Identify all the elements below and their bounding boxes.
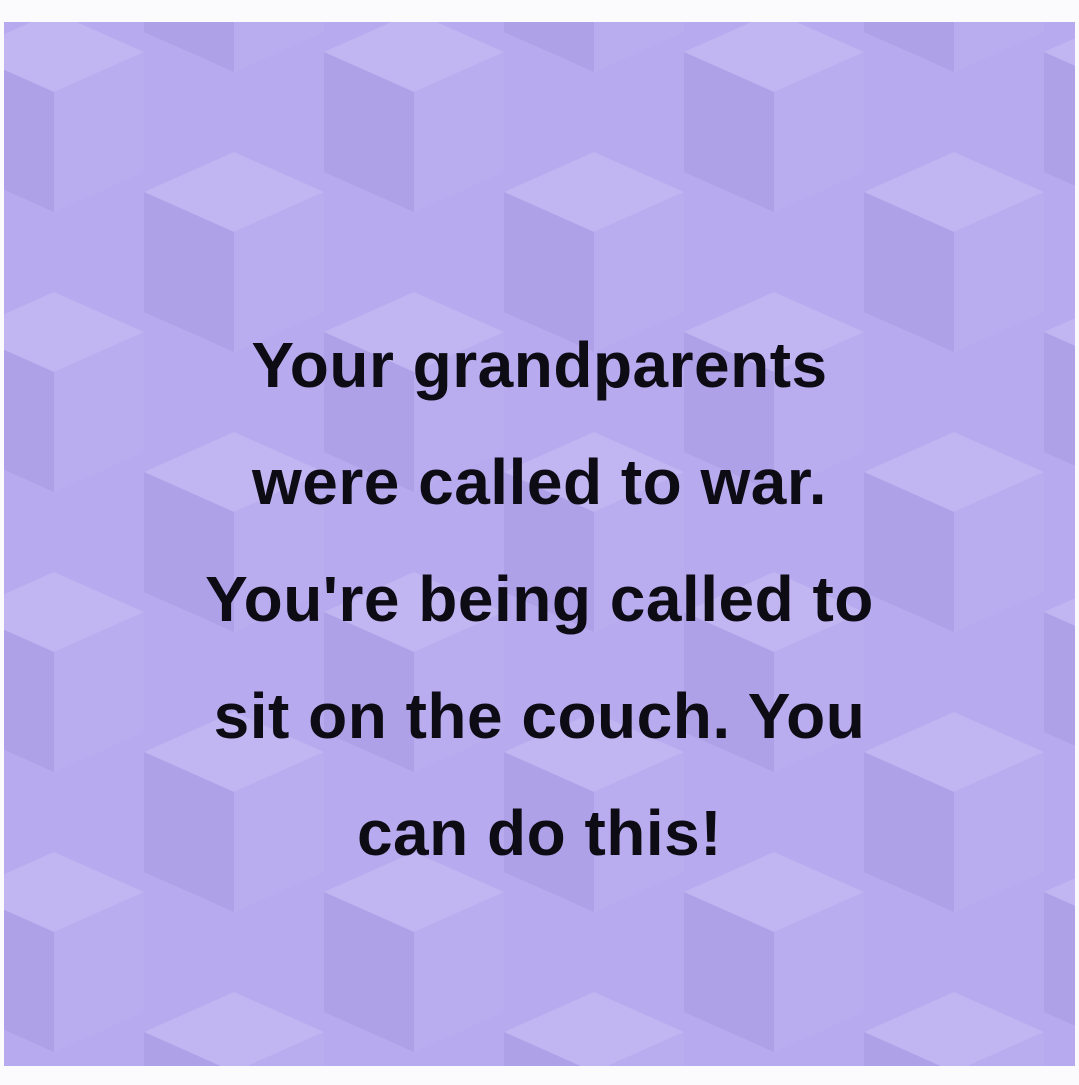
quote-line-5: can do this!: [356, 797, 723, 869]
quote-line-2: were called to war.: [251, 446, 828, 518]
quote-line-1: Your grandparents: [251, 329, 828, 401]
meme-panel: [4, 22, 1075, 1066]
quote-line-3: You're being called to: [205, 563, 874, 635]
quote-line-4: sit on the couch. You: [213, 680, 866, 752]
quote-text: [4, 307, 1075, 892]
